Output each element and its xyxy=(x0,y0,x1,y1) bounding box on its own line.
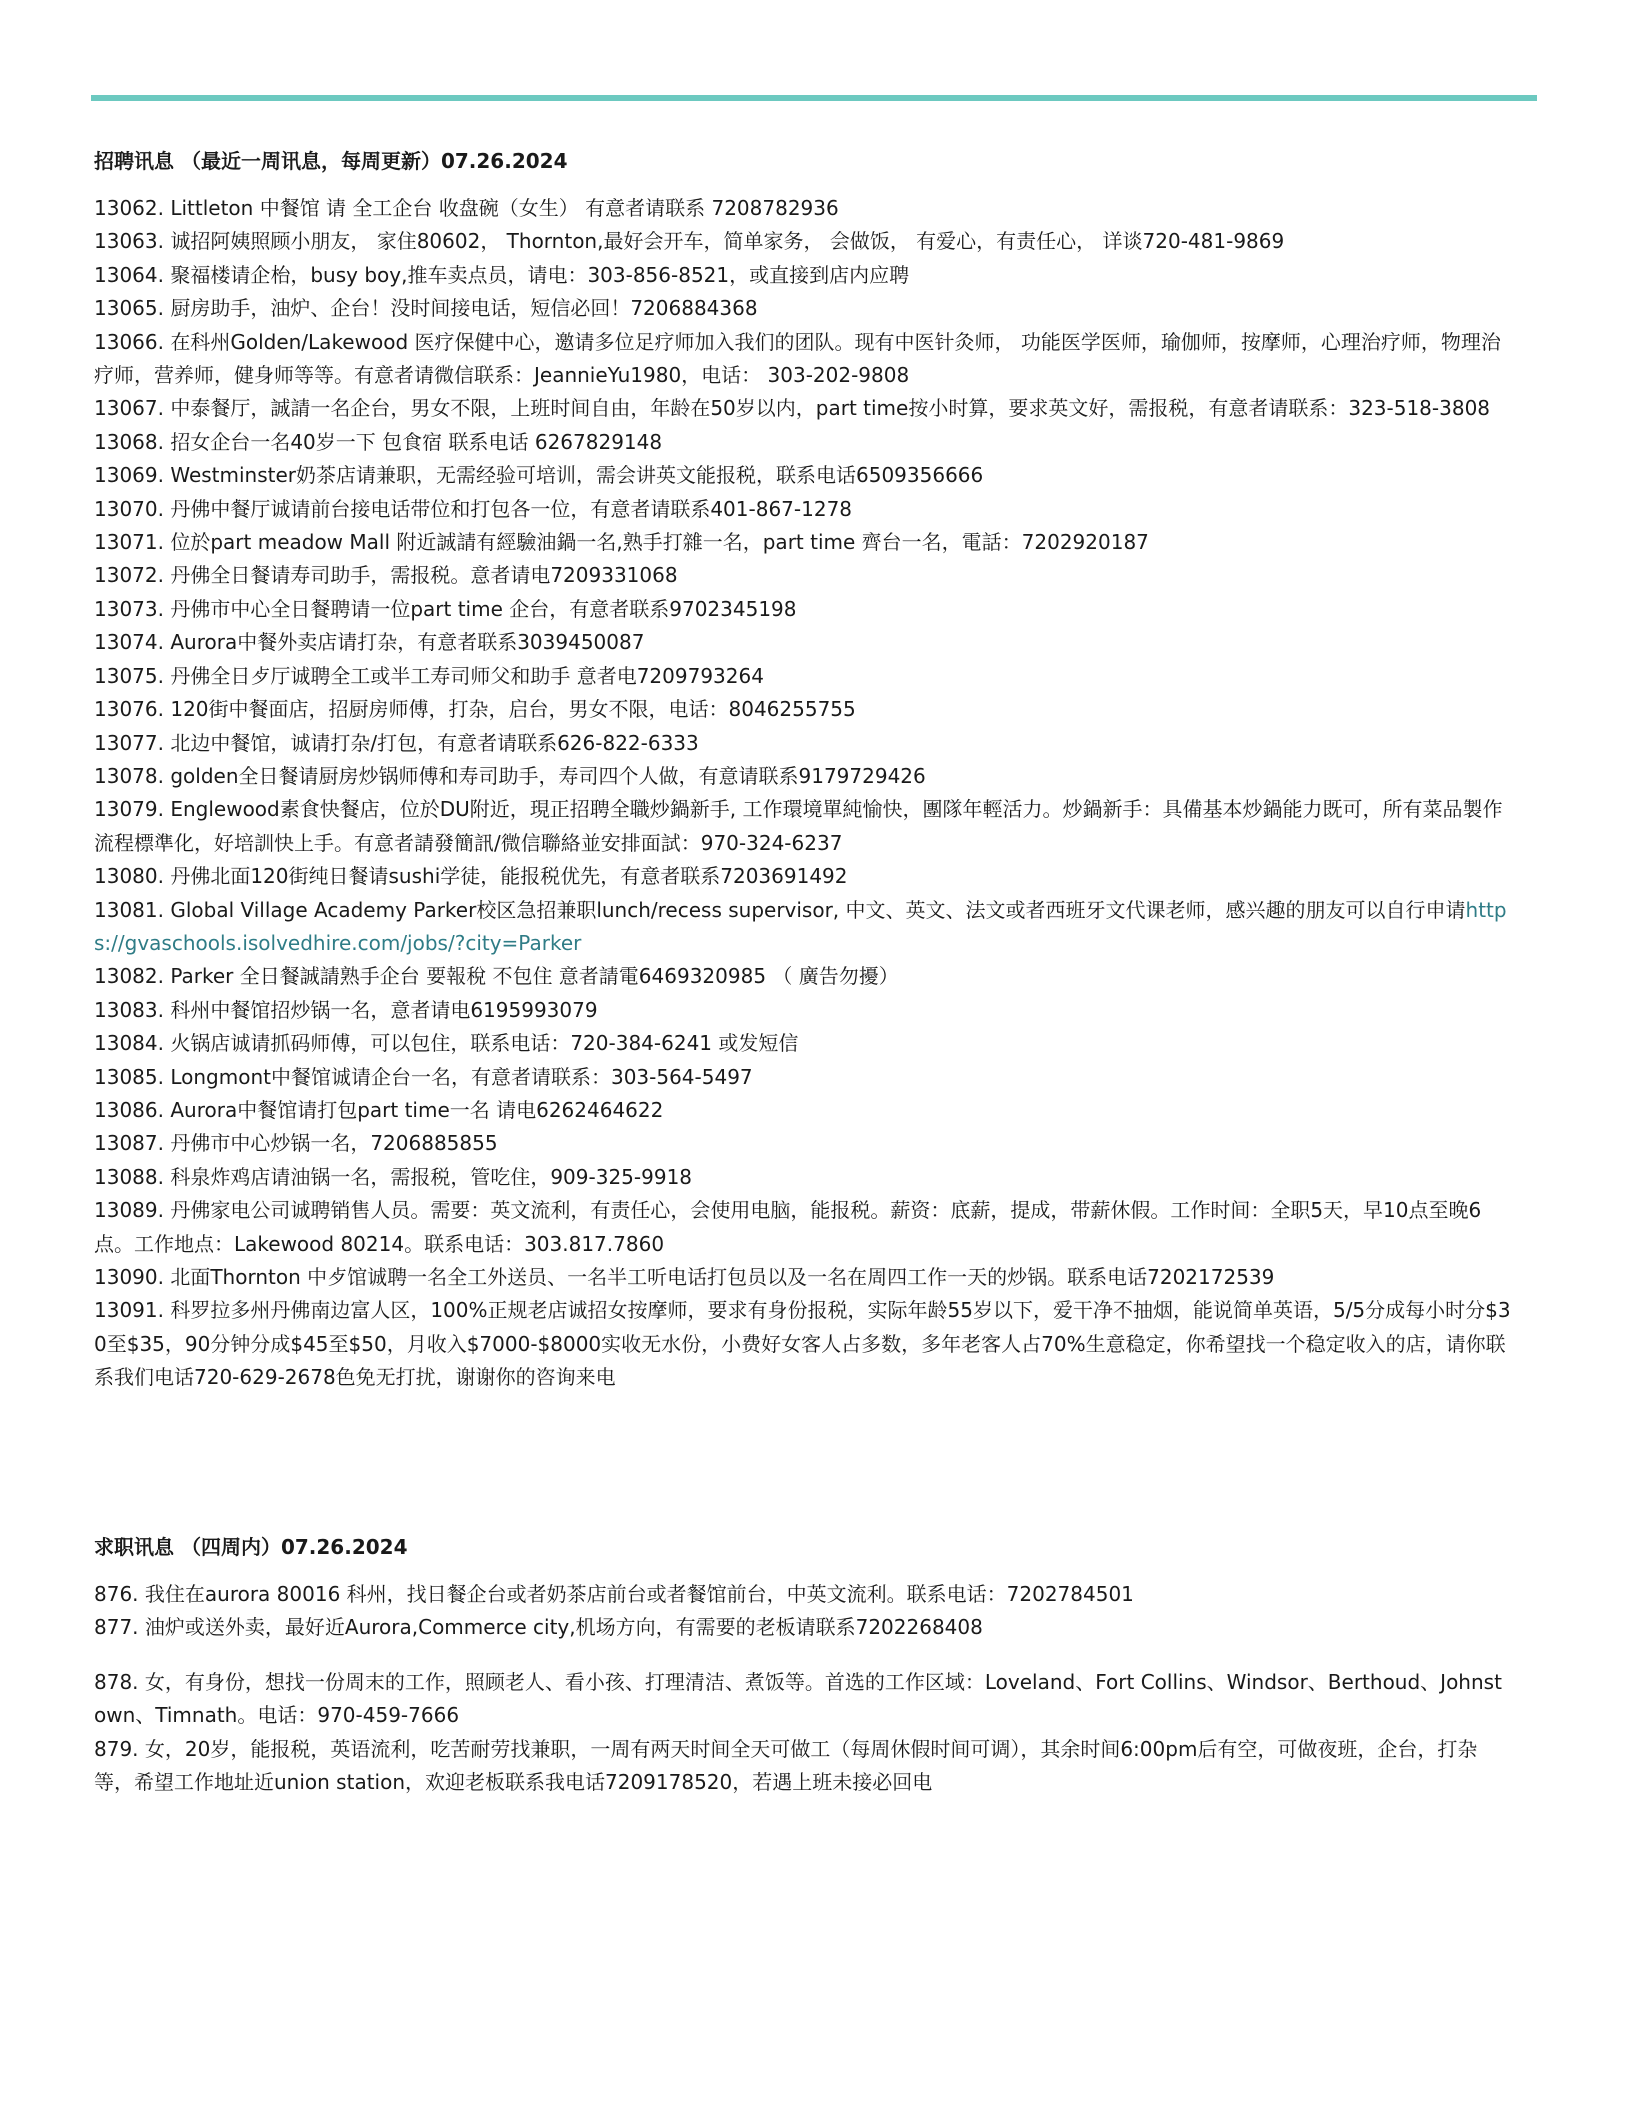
list-item: 13082. Parker 全日餐誠請熟手企台 要報稅 不包住 意者請電6469320985 （ 廣告勿擾） xyxy=(94,964,899,989)
list-item: 13067. 中泰餐厅，誠請一名企台，男女不限，上班时间自由，年龄在50岁以内，part time按小时算，要求英文好，需报税，有意者请联系：323-518-3808 xyxy=(94,396,1491,421)
hiring-section xyxy=(94,148,1514,1395)
list-item: 13086. Aurora中餐馆请打包part time一名 请电6262464622 xyxy=(94,1097,664,1122)
list-item: 13063. 诚招阿姨照顾小朋友， 家住80602， Thornton,最好会开车，简单家务， 会做饭， 有爱心，有责任心， 详谈720-481-9869 xyxy=(94,229,1285,254)
hiring-title: 招聘讯息 （最近一周讯息，每周更新）07.26.2024 xyxy=(94,149,568,173)
list-item: 13088. 科泉炸鸡店请油锅一名，需报税，管吃住，909-325-9918 xyxy=(94,1164,693,1189)
list-item: 13076. 120街中餐面店，招厨房师傅，打杂，启台，男女不限，电话：8046255755 xyxy=(94,697,856,722)
seeking-title: 求职讯息 （四周内）07.26.2024 xyxy=(94,1535,408,1559)
list-item: 13075. 丹佛全日歺厅诚聘全工或半工寿司师父和助手 意者电7209793264 xyxy=(94,663,764,688)
list-item: 879. 女，20岁，能报税，英语流利，吃苦耐劳找兼职，一周有两天时间全天可做工（每周休假时间可调），其余时间6:00pm后有空，可做夜班，企台，打杂等，希望工作地址近union station，欢迎老板联系我电话7209178520，若遇上班未接必回电 xyxy=(94,1736,1478,1795)
list-item: 13070. 丹佛中餐厅诚请前台接电话带位和打包各一位，有意者请联系401-867-1278 xyxy=(94,496,853,521)
list-item: 13065. 厨房助手，油炉、企台！没时间接电话，短信必回！7206884368 xyxy=(94,296,758,321)
hiring-list xyxy=(94,192,1514,1395)
list-item: 13090. 北面Thornton 中歺馆诚聘一名全工外送员、一名半工听电话打包员以及一名在周四工作一天的炒锅。联系电话7202172539 xyxy=(94,1265,1275,1289)
list-item: 13079. Englewood素食快餐店，位於DU附近，現正招聘全職炒鍋新手, 工作環境單純愉快，團隊年輕活力。炒鍋新手：具備基本炒鍋能力既可，所有菜品製作流程標準化，好培訓快上手。有意者請發簡訊/微信聯絡並安排面試：970-324-6237 xyxy=(94,797,1503,855)
list-item: 13089. 丹佛家电公司诚聘销售人员。需要：英文流利，有责任心，会使用电脑，能报税。薪资：底薪，提成，带薪休假。工作时间：全职5天，早10点至晚6点。工作地点：Lakewood 80214。联系电话：303.817.7860 xyxy=(94,1198,1482,1256)
list-item: 13087. 丹佛市中心炒锅一名，7206885855 xyxy=(94,1131,498,1156)
list-item: 878. 女，有身份，想找一份周末的工作，照顾老人、看小孩、打理清洁、煮饭等。首选的工作区域：Loveland、Fort Collins、Windsor、Berthoud、Johnstown、Timnath。电话：970-459-7666 xyxy=(94,1669,1502,1728)
list-item: 13074. Aurora中餐外卖店请打杂，有意者联系3039450087 xyxy=(94,630,645,655)
list-item: 13091. 科罗拉多州丹佛南边富人区，100%正规老店诚招女按摩师，要求有身份报税，实际年龄55岁以下，爱干净不抽烟，能说简单英语，5/5分成每小时分$30至$35，90分钟分成$45至$50，月收入$7000-$8000实收无水份，小费好女客人占多数，多年老客人占70%生意稳定，你希望找一个稳定收入的店，请你联系我们电话720-629-2678色免无打扰，谢谢你的咨询来电 xyxy=(94,1298,1511,1390)
list-item: 13073. 丹佛市中心全日餐聘请一位part time 企台，有意者联系9702345198 xyxy=(94,596,797,621)
list-item: 13080. 丹佛北面120街纯日餐请sushi学徒，能报税优先，有意者联系7203691492 xyxy=(94,864,848,889)
list-item: 876. 我住在aurora 80016 科州，找日餐企台或者奶茶店前台或者餐馆前台，中英文流利。联系电话：7202784501 xyxy=(94,1582,1134,1606)
list-item: 13078. golden全日餐请厨房炒锅师傅和寿司助手，寿司四个人做，有意请联系9179729426 xyxy=(94,763,926,788)
application-link[interactable]: https://gvaschools.isolvedhire.com/jobs/?city=Parker xyxy=(94,897,1507,955)
list-item: 13069. Westminster奶茶店请兼职，无需经验可培训，需会讲英文能报税，联系电话6509356666 xyxy=(94,463,984,488)
list-item: 13072. 丹佛全日餐请寿司助手，需报税。意者请电7209331068 xyxy=(94,563,678,588)
list-item: 13077. 北边中餐馆，诚请打杂/打包，有意者请联系626-822-6333 xyxy=(94,730,699,755)
list-item: 13084. 火锅店诚请抓码师傅，可以包住，联系电话：720-384-6241 或发短信 xyxy=(94,1031,799,1056)
list-item: 13068. 招女企台一名40岁一下 包食宿 联系电话 6267829148 xyxy=(94,429,663,454)
seeking-list xyxy=(94,1578,1514,1799)
list-item: 877. 油炉或送外卖，最好近Aurora,Commerce city,机场方向，有需要的老板请联系7202268408 xyxy=(94,1615,983,1640)
seeking-section xyxy=(94,1534,1514,1799)
paragraph-gap xyxy=(94,1645,1514,1666)
list-item: 13085. Longmont中餐馆诚请企台一名，有意者请联系：303-564-5497 xyxy=(94,1064,753,1089)
list-item: 13081. Global Village Academy Parker校区急招兼职lunch/recess supervisor, 中文、英文、法文或者西班牙文代课老师，感兴趣的朋友可以自行申请https://gvaschools.isolvedhire.com/jobs/?city=Parker xyxy=(94,897,1507,955)
list-item: 13071. 位於part meadow Mall 附近誠請有經驗油鍋一名,熟手打雜一名，part time 齊台一名，電話：7202920187 xyxy=(94,530,1149,555)
list-item: 13083. 科州中餐馆招炒锅一名，意者请电6195993079 xyxy=(94,997,598,1022)
top-divider xyxy=(91,95,1537,101)
list-item: 13062. Littleton 中餐馆 请 全工企台 收盘碗（女生） 有意者请联系 7208782936 xyxy=(94,196,839,220)
list-item: 13066. 在科州Golden/Lakewood 医疗保健中心，邀请多位足疗师加入我们的团队。现有中医针灸师， 功能医学医师，瑜伽师，按摩师，心理治疗师，物理治疗师，营养师，健身师等等。有意者请微信联系：JeannieYu1980，电话： 303-202-9808 xyxy=(94,329,1501,388)
list-item: 13064. 聚福楼请企枱，busy boy,推车卖点员，请电：303-856-8521，或直接到店内应聘 xyxy=(94,262,910,287)
